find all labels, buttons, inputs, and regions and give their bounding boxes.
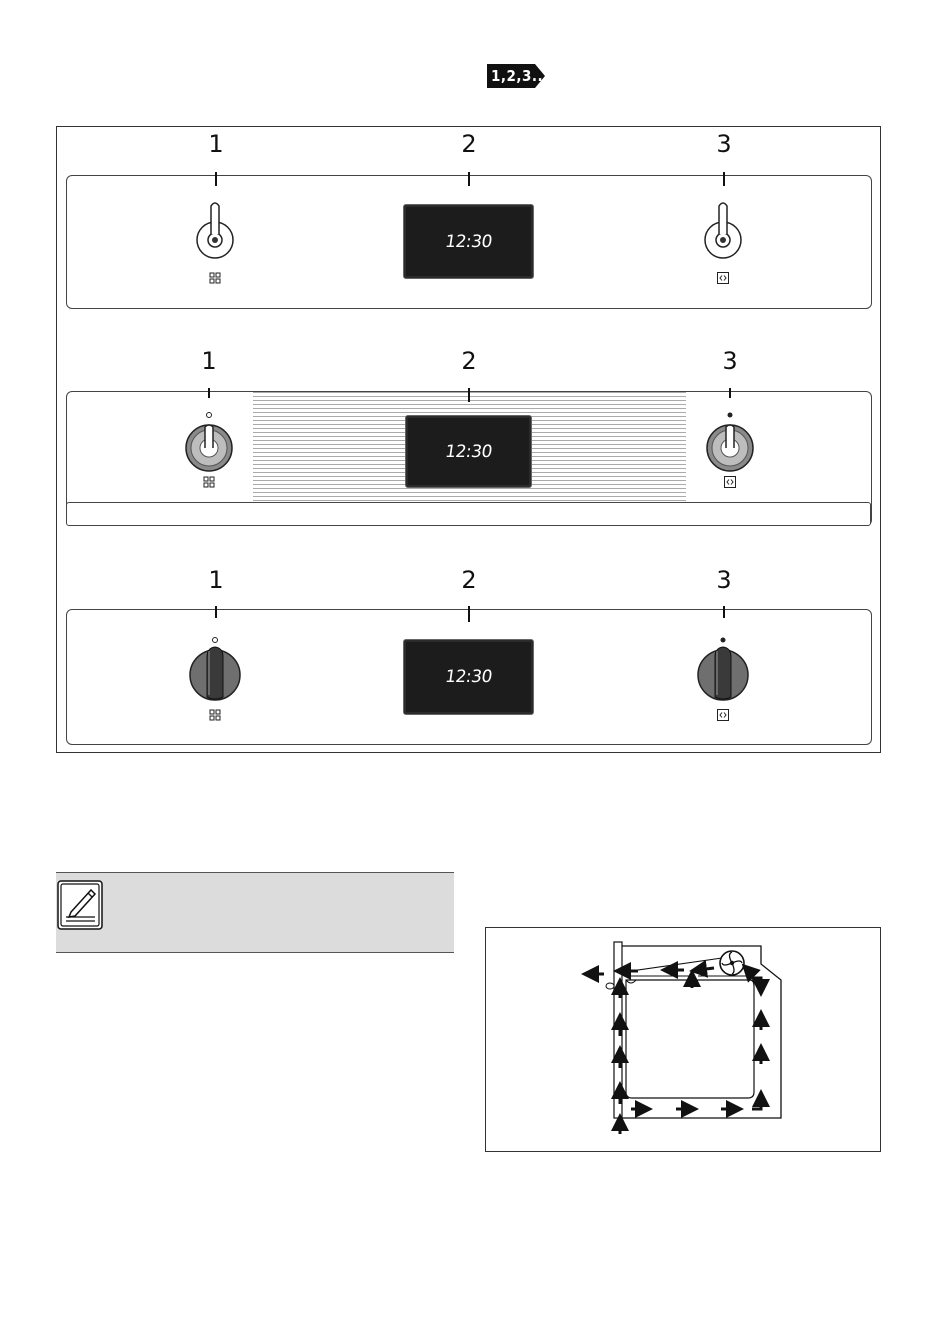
display-time: 12:30 <box>443 441 494 462</box>
callout-3: 3 <box>716 566 732 594</box>
clock-display <box>405 415 532 488</box>
square-arrows-icon <box>717 272 729 284</box>
timer-knob[interactable] <box>703 410 757 472</box>
callout-3: 3 <box>722 347 738 375</box>
leader-line <box>215 606 217 618</box>
callout-2: 2 <box>461 566 477 594</box>
airflow-diagram <box>486 928 880 1151</box>
square-arrows-icon <box>717 709 729 721</box>
callout-1: 1 <box>208 130 224 158</box>
leader-line <box>468 388 470 402</box>
grid-four-squares-icon <box>209 272 221 284</box>
timer-knob[interactable] <box>696 635 750 705</box>
function-knob[interactable] <box>194 200 236 262</box>
clock-display <box>403 639 534 715</box>
display-time: 12:30 <box>443 667 494 687</box>
callout-3: 3 <box>716 130 732 158</box>
note-box <box>56 872 454 953</box>
pencil-note-icon <box>57 880 103 930</box>
callout-1: 1 <box>201 347 217 375</box>
clock-display <box>403 204 534 279</box>
sequence-badge <box>487 64 547 88</box>
fan-icon <box>720 951 744 975</box>
function-knob[interactable] <box>182 410 236 472</box>
callout-2: 2 <box>461 347 477 375</box>
leader-line <box>723 606 725 618</box>
timer-knob[interactable] <box>702 200 744 262</box>
badge-label: 1,2,3... <box>491 67 549 85</box>
leader-line <box>729 388 731 398</box>
door-handle-strip <box>66 502 871 526</box>
grid-four-squares-icon <box>209 709 221 721</box>
function-knob[interactable] <box>188 635 242 705</box>
callout-1: 1 <box>208 566 224 594</box>
leader-line <box>468 606 470 622</box>
leader-line <box>208 388 210 398</box>
leader-line <box>723 172 725 186</box>
leader-line <box>215 172 217 186</box>
callout-2: 2 <box>461 130 477 158</box>
display-time: 12:30 <box>443 231 494 252</box>
grid-four-squares-icon <box>203 476 215 488</box>
square-arrows-icon <box>724 476 736 488</box>
leader-line <box>468 172 470 186</box>
oven-cavity <box>626 980 754 1098</box>
